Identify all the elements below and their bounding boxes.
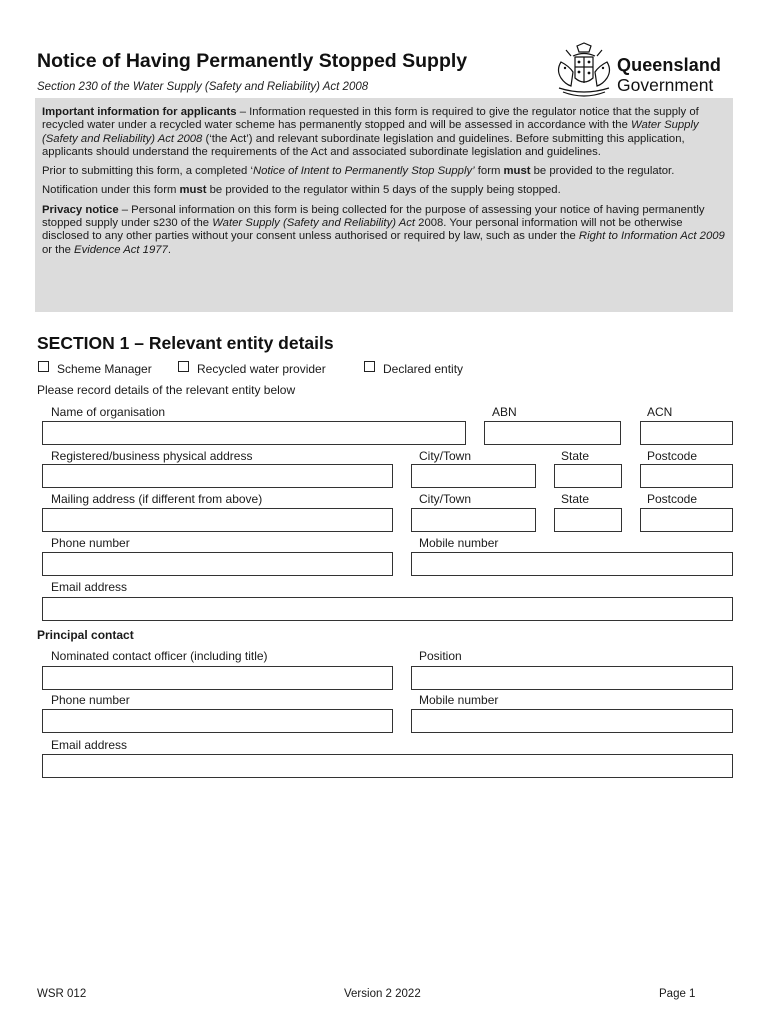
info-text: be provided to the regulator within 5 days of the supply being stopped. — [206, 184, 561, 197]
mobile-number-field[interactable] — [411, 552, 733, 576]
registered-city-field[interactable] — [411, 464, 536, 488]
state-label: State — [561, 449, 590, 463]
principal-phone-label: Phone number — [51, 693, 130, 707]
principal-email-label: Email address — [51, 738, 128, 752]
act-title: Water Supply (Safety and Reliability) Act 2008 — [42, 119, 699, 145]
act-title: Right to Information Act 2009 — [578, 230, 725, 243]
name-of-organisation-field[interactable] — [42, 421, 466, 445]
privacy-notice-lead: Privacy notice — [42, 203, 119, 216]
page-title: Notice of Having Permanently Stopped Supply — [37, 50, 468, 72]
principal-contact-heading: Principal contact — [37, 628, 134, 642]
page-number: Page 1 — [659, 988, 696, 1000]
abn-field[interactable] — [484, 421, 621, 445]
form-subtitle: Section 230 of the Water Supply (Safety and Reliability) Act 2008 — [37, 81, 369, 93]
recycled-water-provider-checkbox[interactable] — [178, 361, 189, 372]
registered-state-field[interactable] — [554, 464, 622, 488]
postcode-label: Postcode — [647, 492, 698, 506]
form-title: Notice of Intent to Permanently Stop Supply’ — [252, 165, 475, 178]
info-text: 2008. Your personal information will not be otherwise disclosed to any other parties without your consent unless authorised or required by law, such as under the — [42, 217, 683, 243]
coat-of-arms-icon — [553, 42, 615, 100]
act-title: Water Supply (Safety and Reliability) Act — [212, 217, 416, 230]
logo-wordmark-line2: Government — [617, 75, 714, 95]
mailing-city-field[interactable] — [411, 508, 536, 532]
info-text: or the — [42, 243, 75, 256]
principal-email-field[interactable] — [42, 754, 733, 778]
info-text: – Information requested in this form is required to give the regulator notice that the supply of recycled water under a recycled water scheme has permanently stopped and will be assessed in accordance with the — [42, 106, 699, 132]
scheme-manager-checkbox[interactable] — [38, 361, 49, 372]
mailing-postcode-field[interactable] — [640, 508, 733, 532]
registered-postcode-field[interactable] — [640, 464, 733, 488]
section-1-heading: SECTION 1 – Relevant entity details — [37, 333, 334, 353]
declared-entity-checkbox[interactable] — [364, 361, 375, 372]
phone-number-field[interactable] — [42, 552, 393, 576]
declared-entity-label: Declared entity — [383, 362, 464, 376]
mailing-address-label: Mailing address (if different from above) — [51, 492, 263, 506]
info-text: form — [474, 165, 504, 178]
acn-label: ACN — [647, 405, 673, 419]
acn-field[interactable] — [640, 421, 733, 445]
recycled-water-provider-label: Recycled water provider — [197, 362, 326, 376]
nominated-officer-field[interactable] — [42, 666, 393, 690]
info-text: . — [167, 243, 171, 256]
form-code: WSR 012 — [37, 988, 87, 1000]
info-text: be provided to the regulator. — [530, 165, 675, 178]
state-label: State — [561, 492, 590, 506]
email-address-field[interactable] — [42, 597, 733, 621]
position-label: Position — [419, 649, 462, 663]
queensland-government-logo — [553, 42, 733, 100]
info-text: – Personal information on this form is being collected for the purpose of assessing your notice of having permanently stopped supply under s230 of the — [42, 203, 705, 230]
mailing-address-field[interactable] — [42, 508, 393, 532]
registered-address-field[interactable] — [42, 464, 393, 488]
city-town-label: City/Town — [419, 492, 472, 506]
emphasis-must: must — [503, 165, 531, 178]
mailing-state-field[interactable] — [554, 508, 622, 532]
scheme-manager-label: Scheme Manager — [57, 362, 152, 376]
info-text: Notification under this form — [42, 184, 180, 197]
principal-mobile-label: Mobile number — [419, 693, 499, 707]
notification-paragraph — [42, 184, 726, 197]
info-text: (‘the Act’) and relevant subordinate legislation and guidelines. Before submitting this application, applicants should understand the requirements of the Act and associated subordinate legislation and guidelines. — [42, 132, 685, 158]
important-information-box — [35, 98, 733, 312]
abn-label: ABN — [492, 405, 517, 419]
entity-instruction: Please record details of the relevant entity below — [37, 383, 296, 397]
applicant-info-lead: Important information for applicants — [42, 106, 237, 118]
registered-address-label: Registered/business physical address — [51, 449, 253, 463]
email-address-label: Email address — [51, 580, 128, 594]
logo-wordmark-line1: Queensland — [617, 55, 722, 75]
principal-phone-field[interactable] — [42, 709, 393, 733]
emphasis-must: must — [179, 184, 207, 197]
phone-number-label: Phone number — [51, 536, 130, 550]
info-text: Prior to submitting this form, a completed ‘ — [42, 165, 253, 178]
name-of-organisation-label: Name of organisation — [51, 405, 166, 419]
act-title: Evidence Act 1977 — [74, 243, 168, 256]
principal-mobile-field[interactable] — [411, 709, 733, 733]
applicant-info-paragraph — [42, 106, 726, 159]
city-town-label: City/Town — [419, 449, 472, 463]
privacy-notice-paragraph — [42, 204, 726, 257]
prior-submission-paragraph — [42, 165, 726, 178]
mobile-number-label: Mobile number — [419, 536, 499, 550]
form-version: Version 2 2022 — [344, 988, 421, 1000]
position-field[interactable] — [411, 666, 733, 690]
nominated-officer-label: Nominated contact officer (including title) — [51, 649, 268, 663]
postcode-label: Postcode — [647, 449, 698, 463]
